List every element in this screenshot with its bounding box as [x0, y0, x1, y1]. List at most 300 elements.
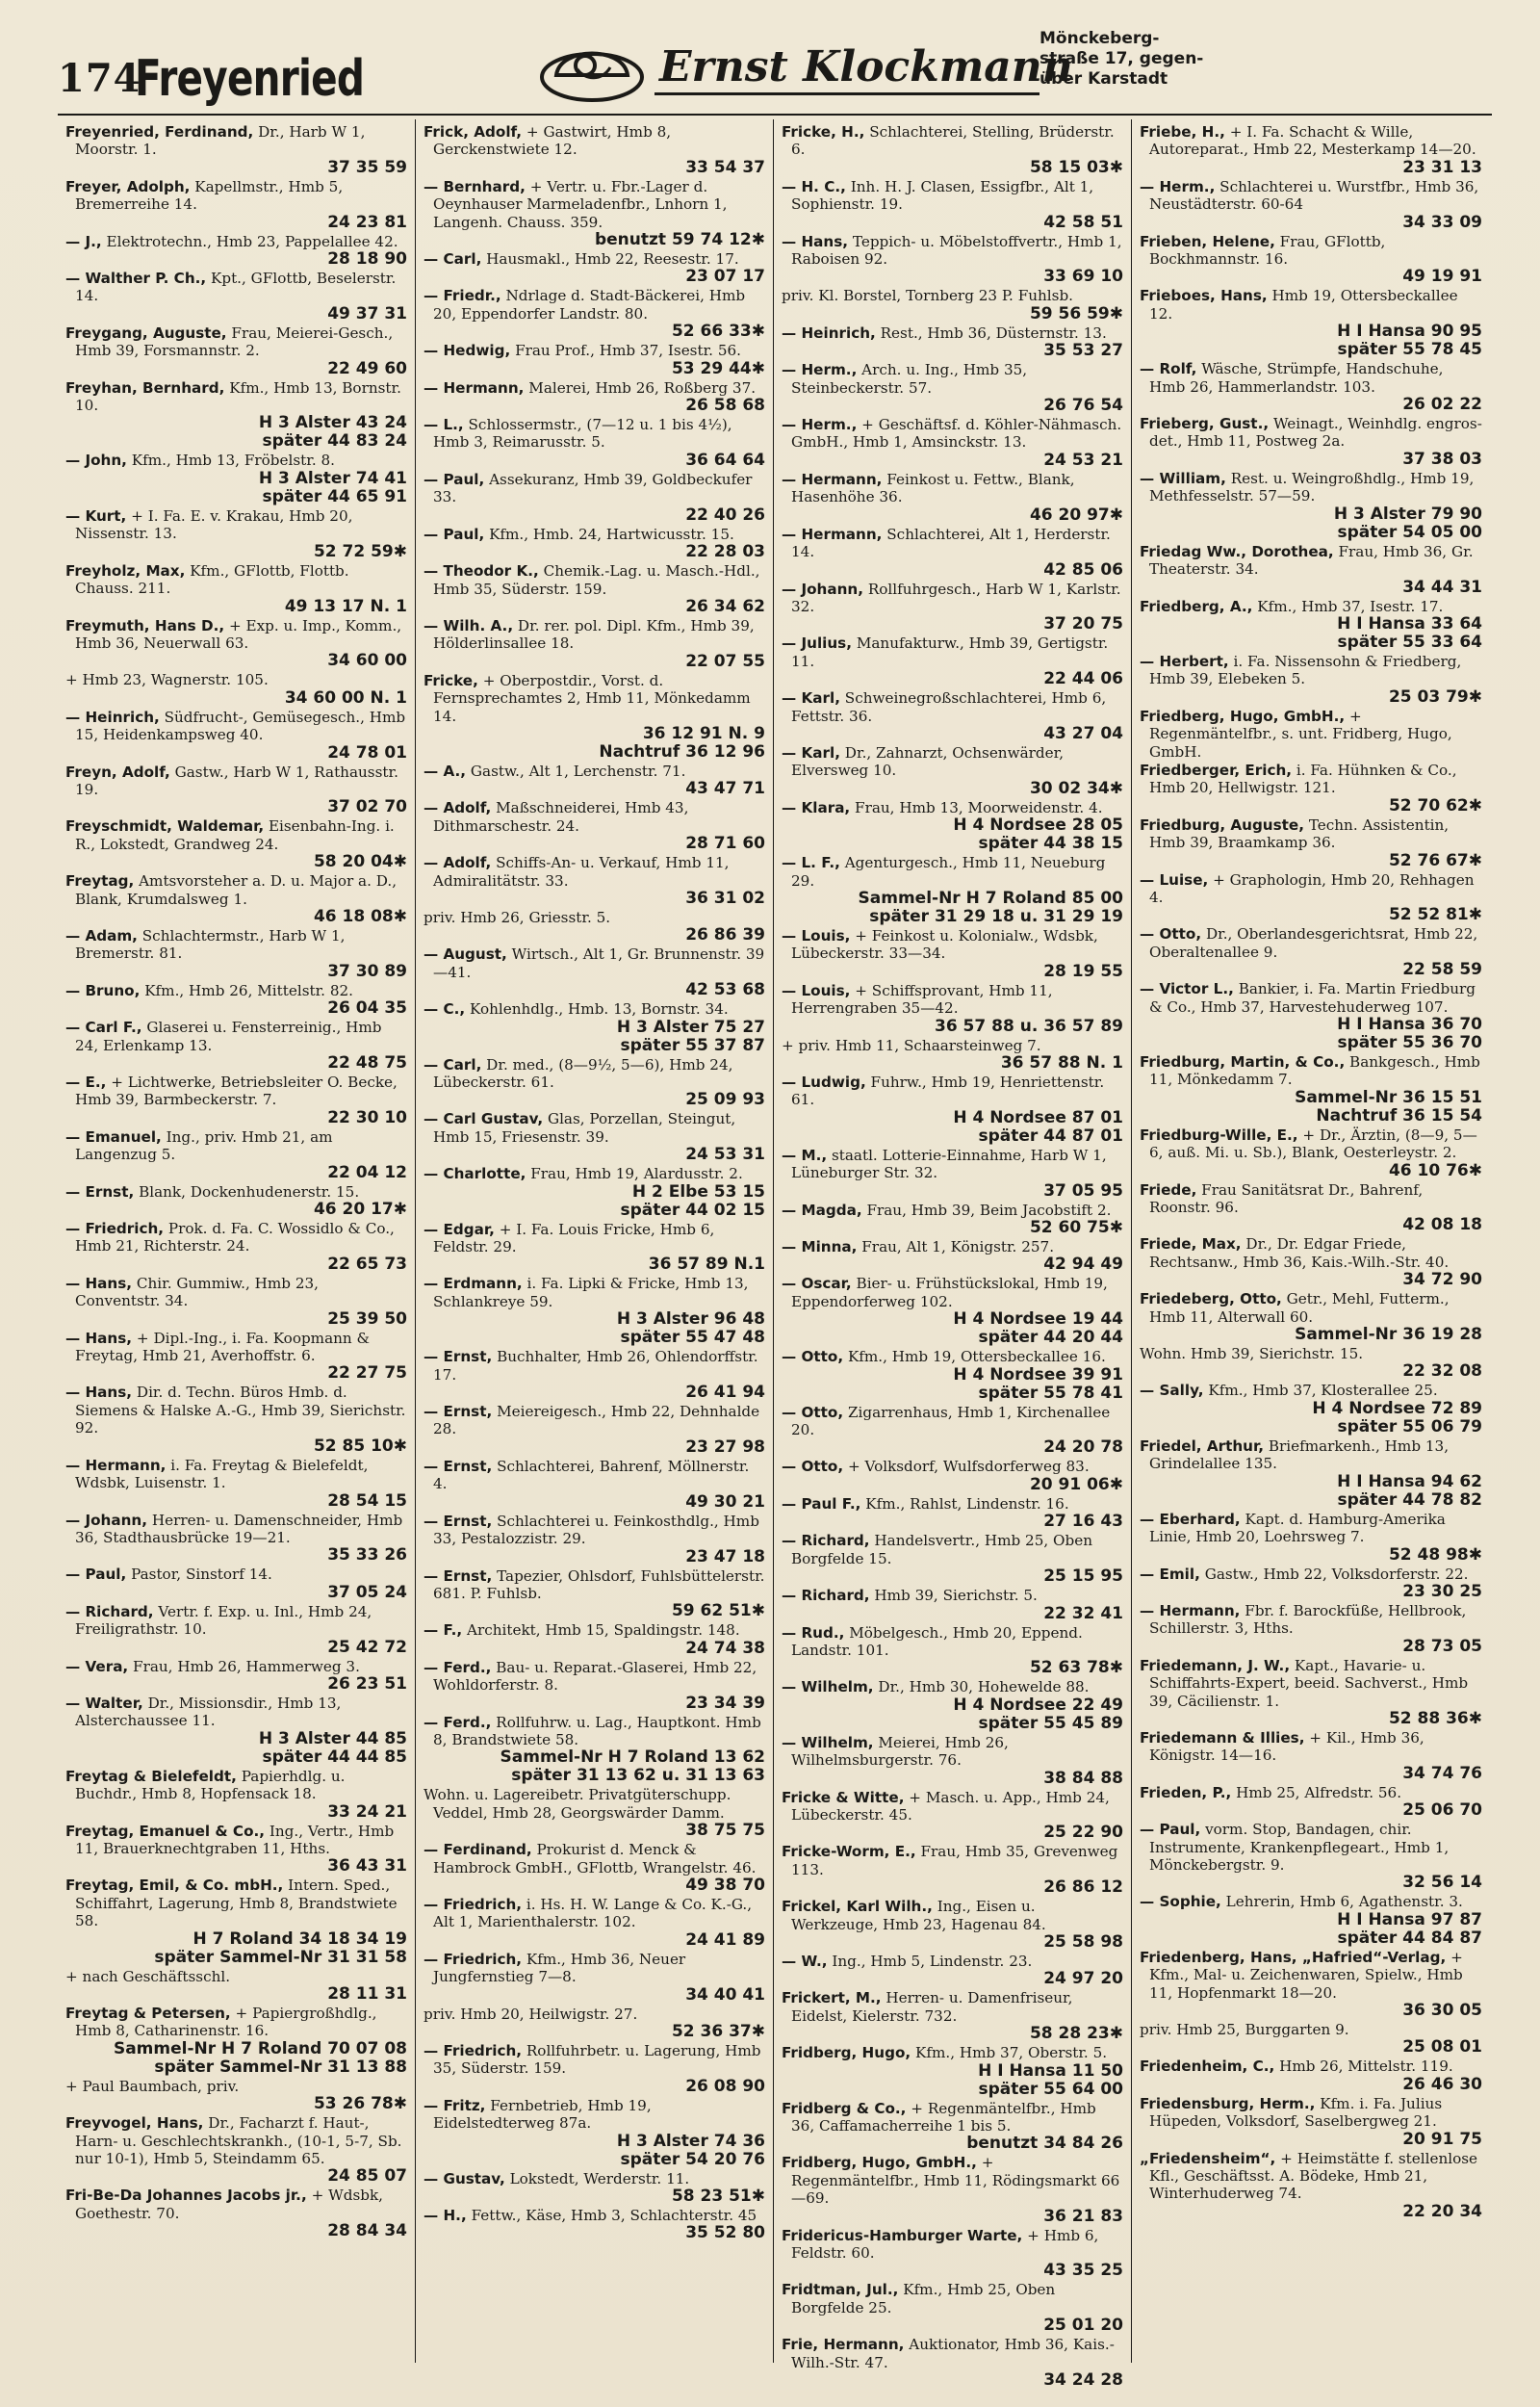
- entry-details: Dr., Facharzt f. Haut-, Harn- u. Geschlechtskrankh., (10-1, 5-7, Sb. nur 10-1), Hmb 5, Steindamm 65.: [75, 2114, 402, 2168]
- directory-entry: [1140, 1784, 1482, 1820]
- entry-name: — Ernst,: [424, 1348, 493, 1366]
- entry-phone: 33 24 21: [327, 1801, 407, 1822]
- directory-entry: [1140, 598, 1482, 652]
- entry-name: — Oscar,: [782, 1275, 852, 1293]
- directory-entry: [782, 1037, 1123, 1073]
- entry-phone: 37 35 59: [327, 157, 407, 177]
- directory-entry: [782, 1587, 1123, 1622]
- entry-details: + Regenmäntelfbr., Hmb 36, Caffamacherreihe 1 bis 5.: [791, 2099, 1096, 2135]
- directory-entry: [1140, 980, 1482, 1052]
- directory-entry: [1140, 1235, 1482, 1289]
- directory-entry: [1140, 178, 1482, 232]
- directory-entry: [782, 1678, 1123, 1732]
- directory-entry: [782, 178, 1123, 232]
- entry-name: Freyschmidt, Waldemar,: [65, 817, 265, 836]
- entry-phone: 22 07 55: [685, 651, 765, 671]
- entry-details: Hmb 26, Mittelstr. 119.: [1279, 2058, 1453, 2076]
- directory-entry: [782, 1495, 1123, 1531]
- directory-entry: [424, 287, 765, 341]
- entry-phone: 37 02 70: [327, 797, 407, 817]
- entry-name: — Friedrich,: [424, 1950, 523, 1968]
- entry-details: Herren- u. Damenfriseur, Eidelst, Kielerstr. 732.: [791, 1989, 1073, 2025]
- directory-entry: [1140, 1893, 1482, 1947]
- entry-phone: später 55 78 45: [1337, 340, 1482, 360]
- advertiser-logo: [539, 29, 1097, 106]
- entry-phone: 26 86 39: [685, 925, 765, 945]
- entry-phone: H 3 Alster 44 85: [258, 1728, 407, 1748]
- entry-phone: H 4 Nordsee 87 01: [953, 1107, 1123, 1127]
- entry-details: Chemik.-Lag. u. Masch.-Hdl., Hmb 35, Süderstr. 159.: [433, 562, 760, 598]
- directory-entry: [1140, 1511, 1482, 1565]
- entry-name: Freygang, Auguste,: [65, 324, 227, 342]
- entry-details: Kfm., Hmb 13, Bornstr. 10.: [75, 378, 401, 415]
- entry-name: Frieberg, Gust.,: [1140, 415, 1270, 433]
- entry-details: + Papiergroßhdlg., Hmb 8, Catharinenstr. 16.: [75, 2005, 377, 2040]
- directory-entry: [65, 617, 407, 671]
- entry-name: — Carl F.,: [65, 1019, 142, 1037]
- entry-details: Meierei, Hmb 26, Wilhelmsburgerstr. 76.: [791, 1733, 1009, 1770]
- directory-entry: [782, 1404, 1123, 1458]
- entry-name: — Herm.,: [782, 416, 858, 434]
- entry-details: + Oberpostdir., Vorst. d. Fernsprechamtes 2, Hmb 11, Mönkedamm 14.: [433, 671, 751, 725]
- entry-phone: 37 30 89: [327, 961, 407, 981]
- directory-entry: [782, 689, 1123, 743]
- entry-name: — Richard,: [65, 1602, 154, 1620]
- directory-entry: [65, 1768, 407, 1822]
- directory-entry: [65, 1019, 407, 1073]
- entry-details: Kfm., Hmb 37, Oberstr. 5.: [915, 2044, 1108, 2062]
- entry-details: Kohlenhdlg., Hmb. 13, Bornstr. 34.: [470, 1000, 729, 1019]
- entry-details: vorm. Stop, Bandagen, chir. Instrumente, Krankenpflegeart., Hmb 1, Mönckebergstr. 9.: [1149, 1821, 1450, 1874]
- directory-entry: [1140, 816, 1482, 870]
- entry-phone: 42 94 49: [1043, 1255, 1123, 1275]
- entry-details: Blank, Dockenhudenerstr. 15.: [139, 1182, 360, 1201]
- directory-entry: [1140, 708, 1482, 761]
- entry-phone: 42 08 18: [1402, 1215, 1482, 1235]
- entry-details: Frau, Hmb 36, Gr. Theaterstr. 34.: [1149, 542, 1474, 579]
- directory-entry: [65, 872, 407, 926]
- entry-phone: 26 41 94: [685, 1383, 765, 1403]
- entry-phone: 36 57 89 N.1: [648, 1255, 765, 1275]
- entry-phone: 22 44 06: [1043, 669, 1123, 689]
- directory-entry: [782, 1202, 1123, 1237]
- entry-phone: H I Hansa 11 50: [978, 2060, 1123, 2081]
- directory-entry: [782, 324, 1123, 360]
- entry-name: — Hans,: [782, 232, 849, 250]
- entry-name: Friedberger, Erich,: [1140, 761, 1293, 779]
- listing-column: [774, 119, 1132, 2391]
- entry-details: + Feinkost u. Kolonialw., Wdsbk, Lübeckerstr. 33—34.: [791, 926, 1098, 963]
- entry-phone: später 55 36 70: [1337, 1033, 1482, 1052]
- entry-details: Dr., Missionsdir., Hmb 13, Alsterchaussee 11.: [75, 1694, 342, 1730]
- entry-details: Feinkost u. Fettw., Blank, Hasenhöhe 36.: [791, 470, 1075, 506]
- entry-name: — Friedr.,: [424, 287, 501, 305]
- entry-name: — E.,: [65, 1074, 107, 1091]
- entry-phone: 36 31 02: [685, 888, 765, 908]
- entry-phone: 35 53 27: [1043, 341, 1123, 361]
- entry-name: — C.,: [424, 1000, 466, 1019]
- entry-name: — Julius,: [782, 634, 852, 653]
- entry-name: Friedensburg, Herm.,: [1140, 2094, 1316, 2112]
- entry-phone: später 44 02 15: [620, 1200, 765, 1220]
- directory-entry: [424, 672, 765, 762]
- entry-phone: 24 23 81: [327, 212, 407, 232]
- entry-details: Wirtsch., Alt 1, Gr. Brunnenstr. 39—41.: [433, 945, 765, 981]
- entry-details: Vertr. f. Exp. u. Inl., Hmb 24, Freiligrathstr. 10.: [75, 1602, 372, 1639]
- entry-details: i. Fa. Nissensohn & Friedberg, Hmb 39, Elebeken 5.: [1149, 652, 1462, 688]
- directory-entry: [782, 927, 1123, 981]
- entry-details: + I. Fa. Schacht & Wille, Autoreparat., Hmb 22, Mesterkamp 14—20.: [1149, 123, 1476, 159]
- entry-name: Frieden, P.,: [1140, 1783, 1232, 1801]
- directory-entry: [782, 2154, 1123, 2225]
- entry-details: Glaserei u. Fensterreinig., Hmb 24, Erlenkamp 13.: [75, 1019, 382, 1054]
- hat-logo-icon: [539, 29, 645, 106]
- directory-entry: [65, 178, 407, 232]
- directory-entry: [1140, 1437, 1482, 1510]
- directory-entry: [65, 379, 407, 452]
- entry-phone: 28 54 15: [327, 1490, 407, 1511]
- entry-name: — Rolf,: [1140, 360, 1197, 378]
- entry-phone: 26 34 62: [685, 596, 765, 616]
- entry-name: Friedemann & Illies,: [1140, 1728, 1305, 1747]
- directory-entry: [1140, 2150, 1482, 2221]
- entry-name: Fridericus-Hamburger Warte,: [782, 2226, 1023, 2244]
- entry-details: + Graphologin, Hmb 20, Rehhagen 4.: [1149, 870, 1475, 906]
- entry-details: Hmb 39, Sierichstr. 5.: [874, 1587, 1038, 1605]
- entry-details: Prok. d. Fa. C. Wossidlo & Co., Hmb 21, Richterstr. 24.: [75, 1220, 395, 1255]
- entry-name: Frieben, Helene,: [1140, 232, 1275, 250]
- entry-name: — Emil,: [1140, 1565, 1200, 1583]
- entry-details: Kfm. i. Fa. Julius Hüpeden, Volksdorf, Saselbergweg 21.: [1149, 2094, 1443, 2131]
- entry-name: Freyer, Adolph,: [65, 177, 191, 195]
- entry-phone: Sammel-Nr 36 19 28: [1295, 1325, 1482, 1345]
- directory-entry: [1140, 2021, 1482, 2057]
- entry-phone: später 44 20 44: [978, 1328, 1123, 1348]
- directory-entry: [424, 945, 765, 999]
- entry-name: — Adolf,: [424, 854, 492, 872]
- entry-name: — Ferd.,: [424, 1713, 492, 1731]
- entry-phone: 34 74 76: [1402, 1763, 1482, 1783]
- directory-entry: [424, 1513, 765, 1566]
- entry-name: — Vera,: [65, 1657, 129, 1675]
- entry-phone: H 3 Alster 75 27: [616, 1017, 765, 1037]
- entry-phone: H I Hansa 94 62: [1337, 1471, 1482, 1491]
- address-line: straße 17, gegen-: [1040, 49, 1204, 68]
- entry-phone: später 44 38 15: [978, 834, 1123, 854]
- entry-name: — Wilhelm,: [782, 1678, 874, 1696]
- directory-entry: [1140, 1949, 1482, 2020]
- entry-name: Freyholz, Max,: [65, 561, 186, 580]
- directory-entry: [782, 1074, 1123, 1146]
- directory-entry: [65, 452, 407, 505]
- entry-phone: 26 02 22: [1402, 395, 1482, 415]
- entry-phone: 20 91 06✱: [1029, 1474, 1123, 1494]
- entry-phone: 42 58 51: [1043, 212, 1123, 232]
- entry-details: + Masch. u. App., Hmb 24, Lübeckerstr. 45.: [791, 1788, 1110, 1824]
- entry-details: Bier- u. Frühstückslokal, Hmb 19, Eppendorferweg 102.: [791, 1275, 1108, 1310]
- entry-name: — Paul,: [424, 470, 485, 488]
- entry-name: — Hermann,: [782, 525, 883, 543]
- entry-phone: 46 18 08✱: [313, 906, 407, 926]
- entry-details: Chir. Gummiw., Hmb 23, Conventstr. 34.: [75, 1274, 319, 1310]
- entry-name: — Ernst,: [65, 1182, 135, 1201]
- entry-phone: 30 02 34✱: [1029, 778, 1123, 798]
- entry-details: + Dipl.-Ing., i. Fa. Koopmann & Freytag, Hmb 21, Averhoffstr. 6.: [75, 1329, 371, 1365]
- entry-phone: 46 20 97✱: [1029, 505, 1123, 525]
- entry-phone: 32 56 14: [1402, 1873, 1482, 1893]
- entry-name: Frieboes, Hans,: [1140, 287, 1268, 305]
- entry-phone: 25 06 70: [1402, 1800, 1482, 1821]
- entry-phone: 26 46 30: [1402, 2074, 1482, 2094]
- entry-phone: 22 40 26: [685, 505, 765, 525]
- entry-phone: 23 47 18: [685, 1546, 765, 1566]
- entry-phone: 58 23 51✱: [671, 2187, 765, 2207]
- entry-phone: Sammel-Nr H 7 Roland 70 07 08: [113, 2038, 407, 2058]
- entry-name: Freytag, Emanuel & Co.,: [65, 1822, 266, 1840]
- entry-details: + Dr., Ärztin, (8—9, 5—6, auß. Mi. u. Sb.), Blank, Oesterleystr. 2.: [1149, 1126, 1477, 1162]
- directory-entry: [424, 1621, 765, 1657]
- entry-details: + Exp. u. Imp., Komm., Hmb 36, Neuerwall 63.: [75, 616, 402, 652]
- entry-details: Fettw., Käse, Hmb 3, Schlachterstr. 45: [471, 2207, 757, 2225]
- entry-name: — Emanuel,: [65, 1127, 162, 1146]
- entry-details: + Schiffsprovant, Hmb 11, Herrengraben 35—42.: [791, 981, 1053, 1018]
- entry-name: — Karl,: [782, 689, 840, 708]
- entry-phone: benutzt 34 84 26: [966, 2134, 1123, 2154]
- directory-entry: [424, 799, 765, 853]
- directory-entry: [782, 1458, 1123, 1493]
- directory-entry: [65, 1566, 407, 1601]
- entry-phone: 58 20 04✱: [313, 852, 407, 872]
- directory-entry: [782, 1953, 1123, 1988]
- entry-phone: später Sammel-Nr 31 13 88: [154, 2057, 407, 2077]
- entry-details: Arch. u. Ing., Hmb 35, Steinbeckerstr. 57.: [791, 361, 1028, 397]
- entry-name: — Sophie,: [1140, 1893, 1221, 1911]
- entry-details: Auktionator, Hmb 36, Kais.-Wilh.-Str. 47.: [791, 2336, 1115, 2371]
- entry-name: — Karl,: [782, 743, 840, 762]
- entry-details: Fernbetrieb, Hmb 19, Eidelstedterweg 87a.: [433, 2096, 652, 2133]
- directory-entry: [782, 1624, 1123, 1678]
- directory-entry: [65, 2114, 407, 2186]
- directory-entry: [65, 709, 407, 763]
- entry-details: Teppich- u. Möbelstoffvertr., Hmb 1, Raboisen 92.: [791, 232, 1122, 269]
- entry-name: — Minna,: [782, 1238, 858, 1256]
- entry-name: — Walter,: [65, 1694, 143, 1712]
- entry-phone: 26 58 68: [685, 396, 765, 416]
- entry-name: Friedenheim, C.,: [1140, 2058, 1275, 2076]
- entry-details: Agenturgesch., Hmb 11, Neueburg 29.: [791, 854, 1106, 890]
- listing-column: [1132, 119, 1490, 2363]
- entry-details: i. Fa. Freytag & Bielefeldt, Wdsbk, Luisenstr. 1.: [75, 1456, 369, 1492]
- entry-details: Architekt, Hmb 15, Spaldingstr. 148.: [466, 1621, 740, 1640]
- entry-name: Friedeberg, Otto,: [1140, 1290, 1282, 1308]
- entry-details: Dr., Dr. Edgar Friede, Rechtsanw., Hmb 36, Kais.-Wilh.-Str. 40.: [1149, 1235, 1450, 1271]
- directory-entry: [424, 1000, 765, 1054]
- entry-name: Fri-Be-Da Johannes Jacobs jr.,: [65, 2187, 307, 2205]
- entry-name: — Magda,: [782, 1201, 862, 1219]
- directory-entry: [782, 1147, 1123, 1201]
- directory-entry: [65, 1695, 407, 1767]
- entry-phone: 22 27 75: [327, 1363, 407, 1384]
- entry-phone: 38 75 75: [685, 1821, 765, 1841]
- entry-details: Assekuranz, Hmb 39, Goldbeckufer 33.: [433, 470, 753, 506]
- entry-details: Schweinegroßschlachterei, Hmb 6, Fettstr. 36.: [791, 689, 1107, 725]
- directory-entry: [65, 1968, 407, 2004]
- entry-details: Frau Sanitätsrat Dr., Bahrenf, Roonstr. 96.: [1149, 1180, 1424, 1217]
- entry-phone: H 4 Nordsee 28 05: [953, 815, 1123, 836]
- entry-name: Frie, Hermann,: [782, 2336, 905, 2354]
- entry-phone: 36 57 88 N. 1: [1000, 1053, 1123, 1073]
- entry-details: Kfm., GFlottb, Flottb. Chauss. 211.: [75, 561, 349, 598]
- entry-name: — Ernst,: [424, 1457, 493, 1475]
- entry-name: — Herm.,: [1140, 177, 1216, 195]
- directory-entry: [424, 526, 765, 561]
- entry-phone: 24 53 31: [685, 1145, 765, 1165]
- entry-phone: später Sammel-Nr 31 31 58: [154, 1947, 407, 1967]
- entry-name: Friedenberg, Hans, „Hafried“-Verlag,: [1140, 1948, 1447, 1966]
- entry-name: — Wilh. A.,: [424, 616, 514, 634]
- entry-phone: 59 56 59✱: [1029, 303, 1123, 324]
- entry-details: Dr. med., (8—9½, 5—6), Hmb 24, Lübeckerstr. 61.: [433, 1055, 733, 1091]
- entry-phone: 37 05 24: [327, 1582, 407, 1602]
- entry-name: — Hermann,: [1140, 1601, 1241, 1619]
- entry-details: + Heimstätte f. stellenlose Kfl., Geschäftsst. A. Bödeke, Hmb 21, Winterhuderweg 74.: [1149, 2149, 1478, 2203]
- entry-phone: 22 58 59: [1402, 960, 1482, 980]
- entry-name: — William,: [1140, 469, 1226, 487]
- entry-details: Kfm., Hmb. 24, Hartwicusstr. 15.: [489, 525, 734, 543]
- entry-details: Dir. d. Techn. Büros Hmb. d. Siemens & Halske A.-G., Hmb 39, Sierichstr. 92.: [75, 1384, 406, 1437]
- entry-phone: 43 35 25: [1043, 2261, 1123, 2281]
- directory-entry: [424, 1110, 765, 1164]
- entry-phone: 43 47 71: [685, 779, 765, 799]
- entry-details: Techn. Assistentin, Hmb 39, Braamkamp 36.: [1149, 815, 1450, 852]
- entry-name: Freytag & Petersen,: [65, 2005, 231, 2022]
- directory-entry: [782, 744, 1123, 798]
- entry-details: Lokstedt, Werderstr. 11.: [509, 2169, 690, 2187]
- entry-name: — Paul,: [1140, 1821, 1201, 1839]
- entry-name: — Ludwig,: [782, 1074, 866, 1091]
- entry-details: Ing., Hmb 5, Lindenstr. 23.: [832, 1952, 1033, 1970]
- entry-phone: später 55 47 48: [620, 1328, 765, 1348]
- entry-details: Kfm., Rahlst, Lindenstr. 16.: [865, 1494, 1069, 1513]
- entry-name: — Louis,: [782, 926, 851, 945]
- entry-phone: H 3 Alster 96 48: [616, 1309, 765, 1330]
- entry-phone: später 55 64 00: [978, 2079, 1123, 2099]
- directory-entry: [424, 1786, 765, 1840]
- directory-entry: [65, 764, 407, 817]
- entry-name: — Friedrich,: [65, 1220, 165, 1238]
- entry-phone: H 4 Nordsee 22 49: [953, 1695, 1123, 1715]
- directory-entry: [1140, 1821, 1482, 1892]
- entry-details: Frau, Hmb 26, Hammerweg 3.: [133, 1657, 360, 1675]
- entry-details: Lehrerin, Hmb 6, Agathenstr. 3.: [1225, 1893, 1463, 1911]
- entry-phone: 24 41 89: [685, 1929, 765, 1950]
- entry-details: Schlachterei u. Wurstfbr., Hmb 36, Neustädterstr. 60-64: [1149, 177, 1479, 214]
- directory-entry: [65, 324, 407, 378]
- page-running-head: Freyenried: [135, 50, 365, 108]
- entry-details: + Paul Baumbach, priv.: [65, 2077, 240, 2095]
- entry-name: Friedberg, A.,: [1140, 597, 1253, 615]
- directory-entry: [424, 1403, 765, 1457]
- directory-entry: [424, 2097, 765, 2169]
- entry-details: Schlachterei, Alt 1, Herderstr. 14.: [791, 525, 1111, 561]
- entry-name: — Herbert,: [1140, 652, 1229, 670]
- entry-phone: 37 20 75: [1043, 614, 1123, 634]
- entry-phone: 28 84 34: [327, 2221, 407, 2241]
- directory-entry: [65, 1823, 407, 1876]
- directory-entry: [424, 1348, 765, 1402]
- entry-name: Friedel, Arthur,: [1140, 1436, 1264, 1455]
- entry-details: Wohn. Hmb 39, Sierichstr. 15.: [1140, 1345, 1364, 1363]
- directory-entry: [782, 416, 1123, 470]
- directory-entry: [65, 2078, 407, 2113]
- entry-phone: H I Hansa 97 87: [1337, 1909, 1482, 1929]
- directory-entry: [782, 1348, 1123, 1402]
- entry-details: Inh. H. J. Clasen, Essigfbr., Alt 1, Sophienstr. 19.: [791, 177, 1094, 214]
- entry-details: Prokurist d. Menck & Hambrock GmbH., GFlottb, Wrangelstr. 46.: [433, 1841, 757, 1876]
- entry-phone: 49 30 21: [685, 1491, 765, 1512]
- directory-entry: [424, 2042, 765, 2096]
- entry-phone: benutzt 59 74 12✱: [594, 230, 765, 250]
- entry-phone: 34 33 09: [1402, 212, 1482, 232]
- entry-phone: 25 15 95: [1043, 1566, 1123, 1587]
- entry-name: — F.,: [424, 1621, 463, 1640]
- directory-entry: [65, 927, 407, 981]
- entry-phone: H I Hansa 33 64: [1337, 613, 1482, 634]
- entry-phone: 22 30 10: [327, 1107, 407, 1127]
- entry-name: Freyvogel, Hans,: [65, 2114, 204, 2133]
- entry-phone: 35 33 26: [327, 1545, 407, 1566]
- entry-name: — Adolf,: [424, 799, 492, 817]
- directory-entry: [424, 854, 765, 908]
- entry-phone: 34 44 31: [1402, 577, 1482, 597]
- directory-entry: [1140, 925, 1482, 979]
- entry-phone: 36 30 05: [1402, 2001, 1482, 2020]
- entry-phone: 23 07 17: [685, 267, 765, 287]
- entry-details: Dr., Zahnarzt, Ochsenwärder, Elversweg 10.: [791, 743, 1065, 780]
- entry-phone: 34 60 00 N. 1: [284, 687, 407, 708]
- entry-phone: 28 18 90: [327, 249, 407, 270]
- entry-phone: später 31 13 62 u. 31 13 63: [511, 1766, 765, 1786]
- directory-entry: [1140, 871, 1482, 925]
- entry-name: — M.,: [782, 1146, 828, 1164]
- entry-phone: 25 22 90: [1043, 1823, 1123, 1843]
- entry-details: Handelsvertr., Hmb 25, Oben Borgfelde 15.: [791, 1532, 1092, 1567]
- entry-details: Herren- u. Damenschneider, Hmb 36, Stadthausbrücke 19—21.: [75, 1511, 403, 1546]
- entry-details: Rollfuhrgesch., Harb W 1, Karlstr. 32.: [791, 580, 1121, 615]
- entry-name: — Hermann,: [782, 470, 883, 488]
- entry-details: Rest., Hmb 36, Düsternstr. 13.: [880, 324, 1107, 342]
- directory-entry: [782, 2281, 1123, 2335]
- entry-details: + nach Geschäftsschl.: [65, 1967, 231, 1985]
- entry-phone: 26 76 54: [1043, 396, 1123, 416]
- entry-details: Maßschneiderei, Hmb 43, Dithmarschestr. 24.: [433, 799, 689, 835]
- entry-phone: 37 05 95: [1043, 1180, 1123, 1201]
- entry-phone: 23 34 39: [685, 1693, 765, 1713]
- entry-details: + I. Fa. Louis Fricke, Hmb 6, Feldstr. 29.: [433, 1220, 715, 1256]
- entry-details: Dr., Hmb 30, Hohewelde 88.: [878, 1678, 1090, 1696]
- entry-name: — Herm.,: [782, 361, 858, 379]
- entry-details: Weinagt., Weinhdlg. engros-det., Hmb 11, Postweg 2a.: [1149, 415, 1482, 451]
- directory-entry: [1140, 653, 1482, 707]
- directory-entry: [424, 178, 765, 249]
- entry-phone: später 44 78 82: [1337, 1489, 1482, 1510]
- directory-entry: [1140, 1657, 1482, 1728]
- entry-phone: 20 91 75: [1402, 2129, 1482, 2149]
- entry-details: + Wdsbk, Goethestr. 70.: [75, 2187, 383, 2222]
- entry-details: Wohn. u. Lagereibetr. Privatgüterschupp. Veddel, Hmb 28, Georgswärder Damm.: [424, 1786, 732, 1822]
- directory-entry: [424, 2207, 765, 2242]
- entry-phone: H 3 Alster 79 90: [1333, 504, 1482, 524]
